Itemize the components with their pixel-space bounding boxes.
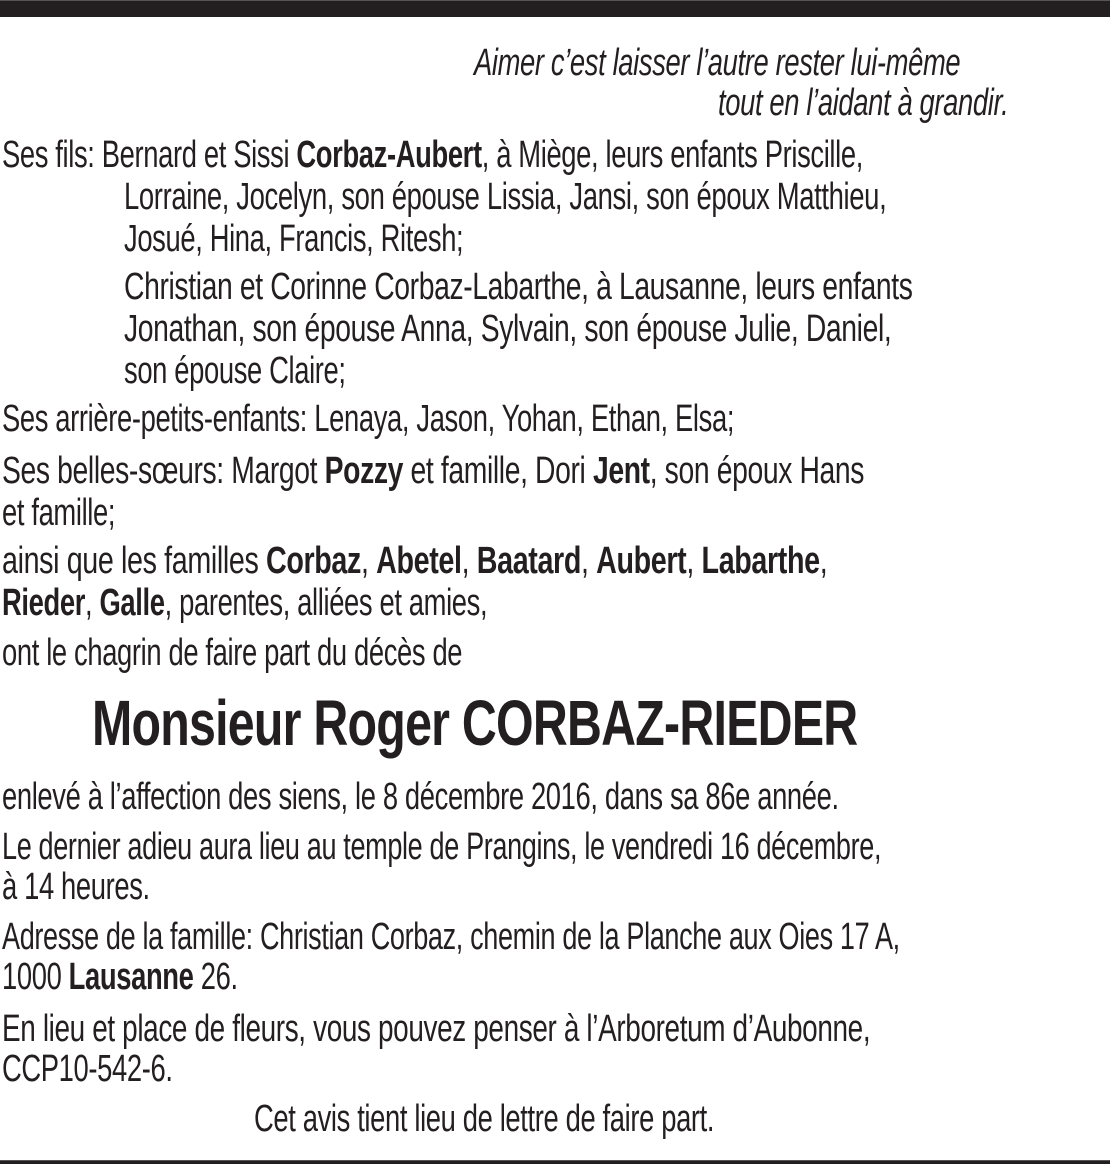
sep: , (85, 582, 100, 624)
great-grandchildren: Ses arrière-petits-enfants: Lenaya, Jason, Yohan, Ethan, Elsa; (2, 398, 735, 440)
quote-line-2: tout en l’aidant à grandir. (718, 82, 1009, 124)
text: ainsi que les familles (2, 540, 267, 582)
sons-label: Ses fils: (2, 134, 95, 176)
closing-note: Cet avis tient lieu de lettre de faire part. (254, 1098, 715, 1140)
sep: , (461, 540, 477, 582)
sisters-in-law-line-1 (2, 450, 864, 492)
text: 1000 (2, 956, 69, 998)
family-name: Galle (99, 582, 165, 624)
quote-line-1: Aimer c’est laisser l’autre rester lui-même (474, 42, 961, 84)
families-line-1 (2, 540, 827, 582)
sons-line-3: Josué, Hina, Francis, Ritesh; (124, 218, 464, 260)
flowers-line-2: CCP10-542-6. (2, 1048, 173, 1090)
sons-line-4: Christian et Corinne Corbaz-Labarthe, à Lausanne, leurs enfants (124, 266, 913, 308)
top-rule (0, 0, 1110, 17)
sons-line-5: Jonathan, son épouse Anna, Sylvain, son épouse Julie, Daniel, (124, 308, 892, 350)
surname: Jent (592, 450, 650, 492)
funeral-line-1: Le dernier adieu aura lieu au temple de Prangins, le vendredi 16 décembre, (2, 826, 882, 868)
family-name: Baatard (476, 540, 581, 582)
text: 26. (193, 956, 238, 998)
sons-line-6: son épouse Claire; (124, 350, 346, 392)
surname: Corbaz-Aubert (296, 134, 482, 176)
family-name: Aubert (596, 540, 687, 582)
text: , son époux Hans (649, 450, 865, 492)
sisters-in-law-line-2: et famille; (2, 492, 116, 534)
text: , parentes, alliées et amies, (164, 582, 488, 624)
sep: , (360, 540, 377, 582)
flowers-line-1: En lieu et place de fleurs, vous pouvez penser à l’Arboretum d’Aubonne, (2, 1008, 871, 1050)
sep: , (580, 540, 597, 582)
address-line-1: Adresse de la famille: Christian Corbaz, chemin de la Planche aux Oies 17 A, (2, 916, 900, 958)
funeral-line-2: à 14 heures. (2, 866, 150, 908)
families-line-2 (2, 582, 487, 624)
text: Ses belles-sœurs: Margot (2, 450, 325, 492)
family-name: Abetel (376, 540, 462, 582)
text: , à Miège, leurs enfants Priscille, (481, 134, 863, 176)
city: Lausanne (68, 956, 194, 998)
surname: Pozzy (324, 450, 404, 492)
text: Bernard et Sissi (94, 134, 297, 176)
deceased-name: Monsieur Roger CORBAZ-RIEDER (92, 687, 858, 759)
death-notice: enlevé à l’affection des siens, le 8 décembre 2016, dans sa 86e année. (2, 776, 839, 818)
family-name: Labarthe (701, 540, 820, 582)
sep: , (686, 540, 702, 582)
text: et famille, Dori (403, 450, 593, 492)
sons-line-2: Lorraine, Jocelyn, son épouse Lissia, Jansi, son époux Matthieu, (124, 176, 887, 218)
address-line-2 (2, 956, 238, 998)
family-name: Corbaz (266, 540, 361, 582)
sep: , (819, 540, 828, 582)
announcement: ont le chagrin de faire part du décès de (2, 632, 463, 674)
sons-line-1 (2, 134, 863, 176)
bottom-rule (0, 1160, 1110, 1164)
family-name: Rieder (2, 582, 86, 624)
